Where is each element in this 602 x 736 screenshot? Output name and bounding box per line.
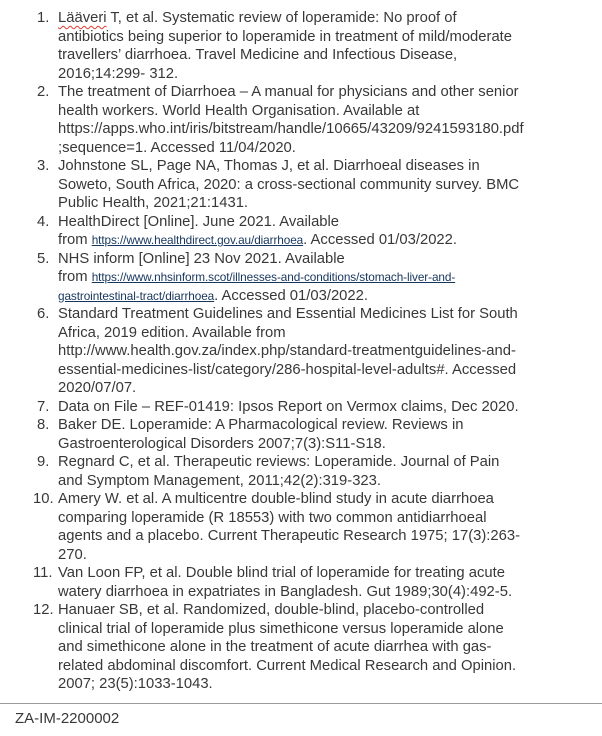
reference-item-4 <box>0 213 602 250</box>
reference-text: Soweto, South Africa, 2020: a cross-sectional community survey. BMC <box>58 176 520 193</box>
reference-text: . Accessed 01/03/2022. <box>214 287 368 304</box>
reference-line <box>58 509 602 528</box>
reference-item-3 <box>0 157 602 213</box>
reference-number: 2. <box>37 84 50 100</box>
reference-text: HealthDirect [Online]. June 2021. Available <box>58 213 340 230</box>
reference-line <box>58 398 602 417</box>
reference-line <box>58 546 602 565</box>
reference-number: 11. <box>33 565 53 581</box>
reference-text: . Accessed 01/03/2022. <box>303 232 457 248</box>
reference-line <box>58 620 602 639</box>
reference-line <box>58 324 602 343</box>
reference-text: Amery W. et al. A multicentre double-blind study in acute diarrhoea <box>58 491 494 507</box>
reference-number: 12. <box>33 602 54 618</box>
reference-number: 6. <box>37 306 50 322</box>
reference-text: The treatment of Diarrhoea – A manual for physicians and other senior <box>58 84 519 100</box>
reference-item-1 <box>0 9 602 83</box>
reference-line <box>58 601 602 620</box>
reference-text: 2007; 23(5):1033-1043. <box>58 676 213 692</box>
reference-text: Public Health, 2021;21:1431. <box>58 195 249 211</box>
references-list <box>0 9 602 694</box>
reference-text: watery diarrhoea in expatriates in Bangladesh. Gut 1989;30(4):492-5. <box>58 583 513 600</box>
reference-line <box>58 139 602 158</box>
reference-line <box>58 638 602 657</box>
reference-text: ;sequence=1. Accessed 11/04/2020. <box>58 139 296 156</box>
reference-item-5 <box>0 250 602 306</box>
reference-line <box>58 28 602 47</box>
reference-line <box>58 657 602 676</box>
reference-text: Gastroenterological Disorders 2007;7(3):S11-S18. <box>58 435 386 452</box>
reference-number: 4. <box>37 213 50 230</box>
reference-number: 5. <box>37 250 50 267</box>
reference-line <box>58 527 602 546</box>
misspelled-word: Lääveri <box>58 10 107 26</box>
reference-line <box>58 9 602 28</box>
reference-line <box>58 213 602 232</box>
reference-line <box>58 472 602 491</box>
reference-number: 3. <box>37 158 50 174</box>
hyperlink[interactable]: https://www.healthdirect.gov.au/diarrhoea <box>91 233 304 247</box>
reference-number: 7. <box>37 398 50 415</box>
hyperlink[interactable]: gastrointestinal-tract/diarrhoea <box>58 288 215 303</box>
reference-line <box>58 675 602 694</box>
reference-text: and Symptom Management, 2011;42(2):319-323. <box>58 472 381 489</box>
reference-text: Data on File – REF-01419: Ipsos Report on Vermox claims, Dec 2020. <box>58 398 519 415</box>
reference-text: Africa, 2019 edition. Available from <box>58 324 286 341</box>
reference-text: and simethicone alone in the treatment of acute diarrhea with gas- <box>58 639 492 655</box>
reference-item-2 <box>0 83 602 157</box>
reference-line <box>58 342 602 361</box>
hyperlink[interactable]: https://www.nhsinform.scot/illnesses-and-conditions/stomach-liver-and- <box>91 270 456 284</box>
reference-item-9 <box>0 453 602 490</box>
reference-text: health workers. World Health Organisation. Available at <box>58 102 420 119</box>
reference-line <box>58 102 602 121</box>
reference-line <box>58 46 602 65</box>
document-code: ZA-IM-2200002 <box>15 710 120 727</box>
reference-line <box>58 435 602 454</box>
reference-text: 270. <box>58 546 87 563</box>
reference-line <box>58 583 602 602</box>
reference-text: http://www.health.gov.za/index.php/standard-treatmentguidelines-and- <box>58 343 516 359</box>
reference-line <box>58 83 602 102</box>
reference-item-11 <box>0 564 602 601</box>
reference-line <box>58 379 602 398</box>
reference-line <box>58 65 602 84</box>
reference-line <box>58 564 602 583</box>
reference-number: 9. <box>37 454 50 470</box>
reference-text: antibiotics being superior to loperamide in treatment of mild/moderate <box>58 28 513 45</box>
reference-item-10 <box>0 490 602 564</box>
reference-item-6 <box>0 305 602 398</box>
reference-line <box>58 231 602 250</box>
reference-line <box>58 268 602 287</box>
reference-text: Van Loon FP, et al. Double blind trial of loperamide for treating acute <box>58 565 505 581</box>
reference-text: 2016;14:299- 312. <box>58 65 179 82</box>
reference-number: 8. <box>37 417 50 433</box>
reference-text: Johnstone SL, Page NA, Thomas J, et al. Diarrhoeal diseases in <box>58 158 480 174</box>
reference-line <box>58 416 602 435</box>
reference-text: from <box>58 269 92 285</box>
reference-text: Regnard C, et al. Therapeutic reviews: Loperamide. Journal of Pain <box>58 454 500 470</box>
reference-text: 2020/07/07. <box>58 380 137 396</box>
reference-line <box>58 453 602 472</box>
footer-divider-line <box>0 703 602 704</box>
reference-number: 1. <box>37 10 50 26</box>
reference-item-7 <box>0 398 602 417</box>
reference-line <box>58 157 602 176</box>
reference-text: Hanuaer SB, et al. Randomized, double-blind, placebo-controlled <box>58 602 485 618</box>
reference-text: related abdominal discomfort. Current Medical Research and Opinion. <box>58 657 517 674</box>
reference-line <box>58 120 602 139</box>
reference-text: clinical trial of loperamide plus simethicone versus loperamide alone <box>58 620 504 637</box>
reference-text: from <box>58 232 92 248</box>
reference-text: NHS inform [Online] 23 Nov 2021. Available <box>58 250 345 267</box>
reference-text: https://apps.who.int/iris/bitstream/handle/10665/43209/9241593180.pdf <box>58 121 524 137</box>
reference-line <box>58 490 602 509</box>
reference-text: T, et al. Systematic review of loperamide: No proof of <box>106 10 457 26</box>
reference-line <box>58 287 602 306</box>
reference-item-12 <box>0 601 602 694</box>
reference-text: essential-medicines-list/category/286-hospital-level-adults#. Accessed <box>58 361 517 378</box>
reference-line <box>58 305 602 324</box>
reference-number: 10. <box>33 491 54 507</box>
reference-text: travellers’ diarrhoea. Travel Medicine and Infectious Disease, <box>58 47 458 63</box>
reference-line <box>58 361 602 380</box>
reference-line <box>58 250 602 269</box>
reference-item-8 <box>0 416 602 453</box>
reference-text: comparing loperamide (R 18553) with two common antidiarrhoeal <box>58 509 487 526</box>
reference-line <box>58 176 602 195</box>
reference-line <box>58 194 602 213</box>
reference-text: agents and a placebo. Current Therapeutic Research 1975; 17(3):263- <box>58 528 521 544</box>
reference-text: Standard Treatment Guidelines and Essential Medicines List for South <box>58 306 518 322</box>
reference-text: Baker DE. Loperamide: A Pharmacological review. Reviews in <box>58 417 464 433</box>
